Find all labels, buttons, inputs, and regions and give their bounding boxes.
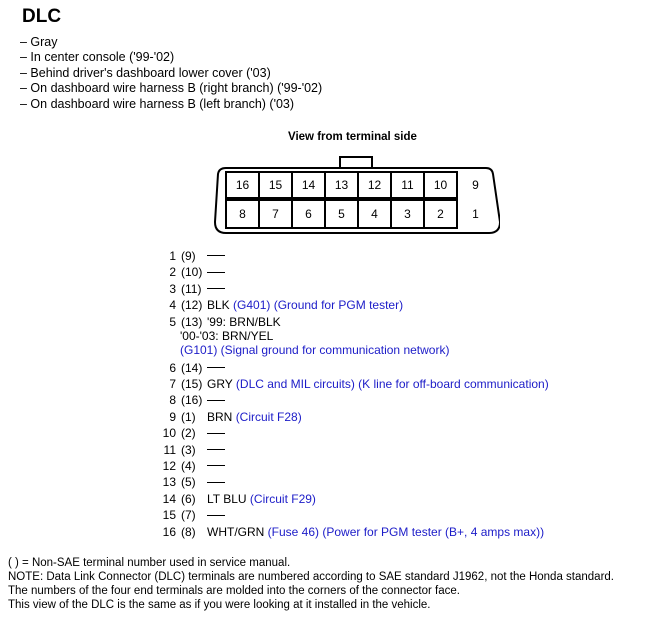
pin-number: 2 bbox=[169, 265, 176, 280]
note-molded: The numbers of the four end terminals are molded into the corners of the connector face. bbox=[8, 585, 460, 597]
view-label: View from terminal side bbox=[288, 131, 417, 143]
pin-number: 13 bbox=[162, 475, 176, 490]
wire-color: BRN bbox=[207, 409, 233, 424]
location-item: – Behind driver's dashboard lower cover ('03) bbox=[20, 66, 271, 80]
no-connection-dash bbox=[207, 465, 225, 466]
terminal-number: 14 bbox=[301, 178, 316, 192]
pin-number: 7 bbox=[169, 377, 176, 391]
pin-alt-number: (16) bbox=[181, 393, 203, 408]
pin-alt-number: (12) bbox=[181, 298, 203, 313]
pin-alt-number: (7) bbox=[181, 508, 196, 523]
pin-number: 4 bbox=[169, 298, 176, 313]
terminal-number: 12 bbox=[367, 178, 382, 192]
pin-description: (Circuit F28) bbox=[235, 409, 302, 424]
wire-color: LT BLU bbox=[207, 491, 247, 506]
connector-key-tab bbox=[340, 157, 372, 168]
terminal-number: 2 bbox=[437, 207, 444, 221]
pin-alt-number: (8) bbox=[181, 524, 196, 539]
terminal-number: 6 bbox=[305, 207, 312, 221]
terminal-number: 3 bbox=[404, 207, 411, 221]
note-view: This view of the DLC is the same as if you were looking at it installed in the vehicle. bbox=[8, 599, 431, 611]
pin-alt-number: (2) bbox=[181, 426, 196, 441]
pin-description: (G401) (Ground for PGM tester) bbox=[233, 298, 404, 313]
pin-number: 5 bbox=[169, 314, 176, 329]
terminal-number: 7 bbox=[272, 207, 279, 221]
wire-color: BLK bbox=[207, 298, 230, 313]
pin-number: 15 bbox=[162, 508, 176, 523]
pin-alt-number: (6) bbox=[181, 491, 196, 506]
pin-alt-number: (4) bbox=[181, 459, 196, 473]
terminal-number: 8 bbox=[239, 207, 246, 221]
terminal-number: 11 bbox=[401, 178, 414, 192]
page-title: DLC bbox=[22, 6, 62, 27]
terminal-grid bbox=[226, 172, 479, 228]
wire-color: WHT/GRN bbox=[207, 524, 265, 539]
no-connection-dash bbox=[207, 255, 225, 256]
no-connection-dash bbox=[207, 367, 225, 368]
terminal-number: 15 bbox=[268, 178, 283, 192]
wire-color: '99: BRN/BLK bbox=[207, 314, 281, 329]
pin-alt-number: (5) bbox=[181, 475, 196, 490]
note-sae: NOTE: Data Link Connector (DLC) terminals are numbered according to SAE standard J1962, not the Honda standard. bbox=[8, 571, 614, 583]
no-connection-dash bbox=[207, 482, 225, 483]
pin-number: 12 bbox=[162, 459, 176, 473]
pin-description: (Circuit F29) bbox=[249, 491, 316, 506]
pin-number: 10 bbox=[162, 426, 176, 441]
pin-number: 8 bbox=[169, 393, 176, 408]
terminal-number: 10 bbox=[433, 178, 448, 192]
wire-color: GRY bbox=[207, 377, 233, 391]
no-connection-dash bbox=[207, 288, 225, 289]
pin-description: (G101) (Signal ground for communication network) bbox=[180, 342, 450, 357]
location-item: – On dashboard wire harness B (right branch) ('99-'02) bbox=[20, 81, 323, 95]
pin-alt-number: (14) bbox=[181, 360, 203, 375]
pin-description: (DLC and MIL circuits) (K line for off-board communication) bbox=[235, 377, 549, 391]
location-item: – On dashboard wire harness B (left branch) ('03) bbox=[20, 97, 295, 111]
pin-number: 14 bbox=[162, 491, 176, 506]
dlc-connector-diagram bbox=[210, 150, 500, 240]
pin-number: 1 bbox=[169, 249, 176, 263]
pin-description: (Fuse 46) (Power for PGM tester (B+, 4 amps max)) bbox=[267, 524, 545, 539]
pin-number: 11 bbox=[163, 442, 176, 457]
no-connection-dash bbox=[207, 449, 225, 450]
terminal-number: 4 bbox=[371, 207, 378, 221]
terminal-number: 5 bbox=[338, 207, 345, 221]
pin-number: 9 bbox=[169, 409, 176, 424]
pin-alt-number: (15) bbox=[181, 377, 203, 391]
terminal-number: 1 bbox=[472, 207, 479, 221]
pin-alt-number: (10) bbox=[181, 265, 203, 280]
pin-number: 6 bbox=[169, 360, 176, 375]
pin-alt-number: (13) bbox=[181, 314, 203, 329]
pin-number: 3 bbox=[169, 281, 176, 296]
terminal-number: 9 bbox=[472, 178, 479, 192]
terminal-number: 13 bbox=[334, 178, 349, 192]
no-connection-dash bbox=[207, 272, 225, 273]
no-connection-dash bbox=[207, 515, 225, 516]
no-connection-dash bbox=[207, 400, 225, 401]
location-item: – In center console ('99-'02) bbox=[20, 50, 175, 64]
note-legend: ( ) = Non-SAE terminal number used in service manual. bbox=[8, 557, 291, 569]
pin-number: 16 bbox=[162, 524, 176, 539]
terminal-number: 16 bbox=[235, 178, 250, 192]
pin-alt-number: (9) bbox=[181, 249, 196, 263]
no-connection-dash bbox=[207, 433, 225, 434]
location-item: – Gray bbox=[20, 35, 58, 49]
pin-alt-number: (3) bbox=[181, 442, 196, 457]
wire-color-alt: '00-'03: BRN/YEL bbox=[180, 328, 274, 343]
pin-alt-number: (1) bbox=[181, 409, 196, 424]
pin-alt-number: (11) bbox=[181, 281, 202, 296]
